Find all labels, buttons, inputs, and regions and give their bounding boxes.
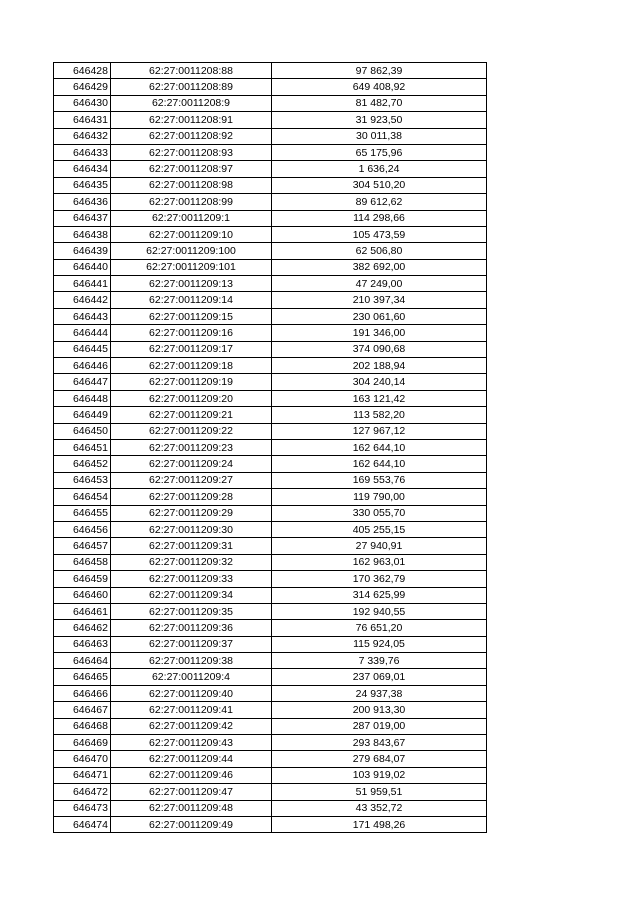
table-row	[54, 489, 487, 505]
table-body	[54, 63, 487, 833]
cadastral-value-cell: 119 790,00	[272, 489, 487, 505]
table-row	[54, 636, 487, 652]
cadastral-value-cell: 81 482,70	[272, 95, 487, 111]
cadastral-value-cell: 103 919,02	[272, 767, 487, 783]
cadastral-value-cell: 115 924,05	[272, 636, 487, 652]
cadastral-value-cell: 304 510,20	[272, 177, 487, 193]
table-row	[54, 669, 487, 685]
row-id-cell: 646436	[54, 194, 111, 210]
cadastral-value-cell: 76 651,20	[272, 620, 487, 636]
table-row	[54, 620, 487, 636]
table-row	[54, 161, 487, 177]
cadastral-value-cell: 31 923,50	[272, 112, 487, 128]
row-id-cell: 646466	[54, 685, 111, 701]
cadastral-value-cell: 163 121,42	[272, 390, 487, 406]
cadastral-value-cell: 293 843,67	[272, 735, 487, 751]
table-row	[54, 243, 487, 259]
cadastral-number-cell: 62:27:0011209:35	[111, 603, 272, 619]
table-row	[54, 554, 487, 570]
table-row	[54, 79, 487, 95]
cadastral-number-cell: 62:27:0011209:32	[111, 554, 272, 570]
table-row	[54, 308, 487, 324]
cadastral-number-cell: 62:27:0011209:31	[111, 538, 272, 554]
table-row	[54, 194, 487, 210]
cadastral-value-cell: 113 582,20	[272, 407, 487, 423]
cadastral-value-cell: 1 636,24	[272, 161, 487, 177]
table-row	[54, 63, 487, 79]
row-id-cell: 646456	[54, 521, 111, 537]
table-row	[54, 259, 487, 275]
cadastral-value-cell: 27 940,91	[272, 538, 487, 554]
cadastral-number-cell: 62:27:0011208:99	[111, 194, 272, 210]
row-id-cell: 646464	[54, 653, 111, 669]
cadastral-value-cell: 287 019,00	[272, 718, 487, 734]
table-row	[54, 128, 487, 144]
cadastral-value-cell: 24 937,38	[272, 685, 487, 701]
row-id-cell: 646429	[54, 79, 111, 95]
cadastral-number-cell: 62:27:0011209:33	[111, 571, 272, 587]
cadastral-value-cell: 191 346,00	[272, 325, 487, 341]
table-row	[54, 177, 487, 193]
row-id-cell: 646468	[54, 718, 111, 734]
cadastral-number-cell: 62:27:0011209:41	[111, 702, 272, 718]
cadastral-value-cell: 171 498,26	[272, 816, 487, 832]
cadastral-number-cell: 62:27:0011209:34	[111, 587, 272, 603]
row-id-cell: 646470	[54, 751, 111, 767]
row-id-cell: 646431	[54, 112, 111, 128]
cadastral-number-cell: 62:27:0011209:43	[111, 735, 272, 751]
table-row	[54, 390, 487, 406]
row-id-cell: 646459	[54, 571, 111, 587]
cadastral-value-cell: 30 011,38	[272, 128, 487, 144]
cadastral-value-cell: 330 055,70	[272, 505, 487, 521]
row-id-cell: 646441	[54, 276, 111, 292]
table-row	[54, 702, 487, 718]
row-id-cell: 646444	[54, 325, 111, 341]
cadastral-number-cell: 62:27:0011209:36	[111, 620, 272, 636]
cadastral-number-cell: 62:27:0011208:89	[111, 79, 272, 95]
row-id-cell: 646443	[54, 308, 111, 324]
row-id-cell: 646445	[54, 341, 111, 357]
table-row	[54, 472, 487, 488]
row-id-cell: 646465	[54, 669, 111, 685]
cadastral-number-cell: 62:27:0011208:91	[111, 112, 272, 128]
table-row	[54, 505, 487, 521]
table-row	[54, 210, 487, 226]
cadastral-value-cell: 279 684,07	[272, 751, 487, 767]
table-row	[54, 685, 487, 701]
cadastral-value-cell: 114 298,66	[272, 210, 487, 226]
row-id-cell: 646435	[54, 177, 111, 193]
table-row	[54, 751, 487, 767]
table-row	[54, 341, 487, 357]
cadastral-number-cell: 62:27:0011209:14	[111, 292, 272, 308]
cadastral-value-cell: 7 339,76	[272, 653, 487, 669]
cadastral-number-cell: 62:27:0011208:9	[111, 95, 272, 111]
row-id-cell: 646474	[54, 816, 111, 832]
row-id-cell: 646451	[54, 439, 111, 455]
row-id-cell: 646452	[54, 456, 111, 472]
cadastral-number-cell: 62:27:0011209:20	[111, 390, 272, 406]
table-row	[54, 767, 487, 783]
row-id-cell: 646462	[54, 620, 111, 636]
row-id-cell: 646448	[54, 390, 111, 406]
cadastral-number-cell: 62:27:0011209:19	[111, 374, 272, 390]
cadastral-number-cell: 62:27:0011209:40	[111, 685, 272, 701]
cadastral-number-cell: 62:27:0011209:1	[111, 210, 272, 226]
table-row	[54, 800, 487, 816]
table-row	[54, 407, 487, 423]
cadastral-number-cell: 62:27:0011209:21	[111, 407, 272, 423]
row-id-cell: 646458	[54, 554, 111, 570]
cadastral-value-cell: 89 612,62	[272, 194, 487, 210]
cadastral-value-cell: 202 188,94	[272, 358, 487, 374]
table-row	[54, 276, 487, 292]
cadastral-value-cell: 62 506,80	[272, 243, 487, 259]
row-id-cell: 646433	[54, 144, 111, 160]
row-id-cell: 646471	[54, 767, 111, 783]
cadastral-number-cell: 62:27:0011209:23	[111, 439, 272, 455]
row-id-cell: 646463	[54, 636, 111, 652]
cadastral-value-cell: 162 644,10	[272, 456, 487, 472]
row-id-cell: 646438	[54, 226, 111, 242]
cadastral-number-cell: 62:27:0011209:27	[111, 472, 272, 488]
cadastral-number-cell: 62:27:0011209:30	[111, 521, 272, 537]
row-id-cell: 646430	[54, 95, 111, 111]
cadastral-value-cell: 170 362,79	[272, 571, 487, 587]
cadastral-value-cell: 105 473,59	[272, 226, 487, 242]
cadastral-value-cell: 43 352,72	[272, 800, 487, 816]
table-row	[54, 456, 487, 472]
cadastral-value-cell: 47 249,00	[272, 276, 487, 292]
cadastral-number-cell: 62:27:0011209:42	[111, 718, 272, 734]
table-row	[54, 587, 487, 603]
table-row	[54, 374, 487, 390]
table-row	[54, 718, 487, 734]
row-id-cell: 646472	[54, 784, 111, 800]
table-row	[54, 571, 487, 587]
cadastral-value-cell: 230 061,60	[272, 308, 487, 324]
row-id-cell: 646449	[54, 407, 111, 423]
cadastral-value-cell: 374 090,68	[272, 341, 487, 357]
table-row	[54, 226, 487, 242]
table-row	[54, 538, 487, 554]
cadastral-number-cell: 62:27:0011209:29	[111, 505, 272, 521]
row-id-cell: 646434	[54, 161, 111, 177]
row-id-cell: 646453	[54, 472, 111, 488]
row-id-cell: 646454	[54, 489, 111, 505]
row-id-cell: 646437	[54, 210, 111, 226]
cadastral-value-cell: 237 069,01	[272, 669, 487, 685]
cadastral-number-cell: 62:27:0011209:101	[111, 259, 272, 275]
row-id-cell: 646450	[54, 423, 111, 439]
cadastral-value-cell: 162 963,01	[272, 554, 487, 570]
row-id-cell: 646460	[54, 587, 111, 603]
cadastral-value-cell: 192 940,55	[272, 603, 487, 619]
table-row	[54, 816, 487, 832]
cadastral-value-cell: 97 862,39	[272, 63, 487, 79]
row-id-cell: 646446	[54, 358, 111, 374]
cadastral-number-cell: 62:27:0011208:92	[111, 128, 272, 144]
table-row	[54, 439, 487, 455]
cadastral-number-cell: 62:27:0011209:24	[111, 456, 272, 472]
cadastral-number-cell: 62:27:0011209:28	[111, 489, 272, 505]
cadastral-number-cell: 62:27:0011209:18	[111, 358, 272, 374]
row-id-cell: 646467	[54, 702, 111, 718]
cadastral-value-cell: 314 625,99	[272, 587, 487, 603]
table-row	[54, 292, 487, 308]
cadastral-number-cell: 62:27:0011208:97	[111, 161, 272, 177]
row-id-cell: 646447	[54, 374, 111, 390]
cadastral-number-cell: 62:27:0011209:37	[111, 636, 272, 652]
cadastral-number-cell: 62:27:0011209:17	[111, 341, 272, 357]
cadastral-value-cell: 65 175,96	[272, 144, 487, 160]
cadastral-number-cell: 62:27:0011208:88	[111, 63, 272, 79]
cadastral-number-cell: 62:27:0011209:44	[111, 751, 272, 767]
cadastral-number-cell: 62:27:0011209:47	[111, 784, 272, 800]
cadastral-number-cell: 62:27:0011209:10	[111, 226, 272, 242]
row-id-cell: 646457	[54, 538, 111, 554]
row-id-cell: 646455	[54, 505, 111, 521]
row-id-cell: 646461	[54, 603, 111, 619]
row-id-cell: 646469	[54, 735, 111, 751]
cadastral-number-cell: 62:27:0011209:48	[111, 800, 272, 816]
cadastral-number-cell: 62:27:0011209:22	[111, 423, 272, 439]
row-id-cell: 646432	[54, 128, 111, 144]
table-row	[54, 735, 487, 751]
cadastral-number-cell: 62:27:0011209:49	[111, 816, 272, 832]
cadastral-value-cell: 51 959,51	[272, 784, 487, 800]
table-row	[54, 653, 487, 669]
row-id-cell: 646442	[54, 292, 111, 308]
cadastral-value-cell: 127 967,12	[272, 423, 487, 439]
cadastral-value-cell: 169 553,76	[272, 472, 487, 488]
cadastral-number-cell: 62:27:0011208:93	[111, 144, 272, 160]
table-row	[54, 144, 487, 160]
table-row	[54, 325, 487, 341]
cadastral-value-cell: 210 397,34	[272, 292, 487, 308]
row-id-cell: 646473	[54, 800, 111, 816]
table-row	[54, 784, 487, 800]
table-row	[54, 95, 487, 111]
cadastral-value-cell: 382 692,00	[272, 259, 487, 275]
table-row	[54, 358, 487, 374]
cadastral-value-cell: 405 255,15	[272, 521, 487, 537]
table-row	[54, 423, 487, 439]
cadastral-value-cell: 304 240,14	[272, 374, 487, 390]
cadastral-number-cell: 62:27:0011208:98	[111, 177, 272, 193]
cadastral-value-cell: 200 913,30	[272, 702, 487, 718]
cadastral-number-cell: 62:27:0011209:100	[111, 243, 272, 259]
cadastral-value-table	[53, 62, 487, 833]
cadastral-number-cell: 62:27:0011209:38	[111, 653, 272, 669]
cadastral-number-cell: 62:27:0011209:13	[111, 276, 272, 292]
row-id-cell: 646440	[54, 259, 111, 275]
cadastral-number-cell: 62:27:0011209:16	[111, 325, 272, 341]
row-id-cell: 646439	[54, 243, 111, 259]
cadastral-value-cell: 162 644,10	[272, 439, 487, 455]
table-row	[54, 112, 487, 128]
cadastral-number-cell: 62:27:0011209:15	[111, 308, 272, 324]
row-id-cell: 646428	[54, 63, 111, 79]
cadastral-number-cell: 62:27:0011209:4	[111, 669, 272, 685]
table-row	[54, 603, 487, 619]
cadastral-number-cell: 62:27:0011209:46	[111, 767, 272, 783]
cadastral-value-cell: 649 408,92	[272, 79, 487, 95]
table-row	[54, 521, 487, 537]
